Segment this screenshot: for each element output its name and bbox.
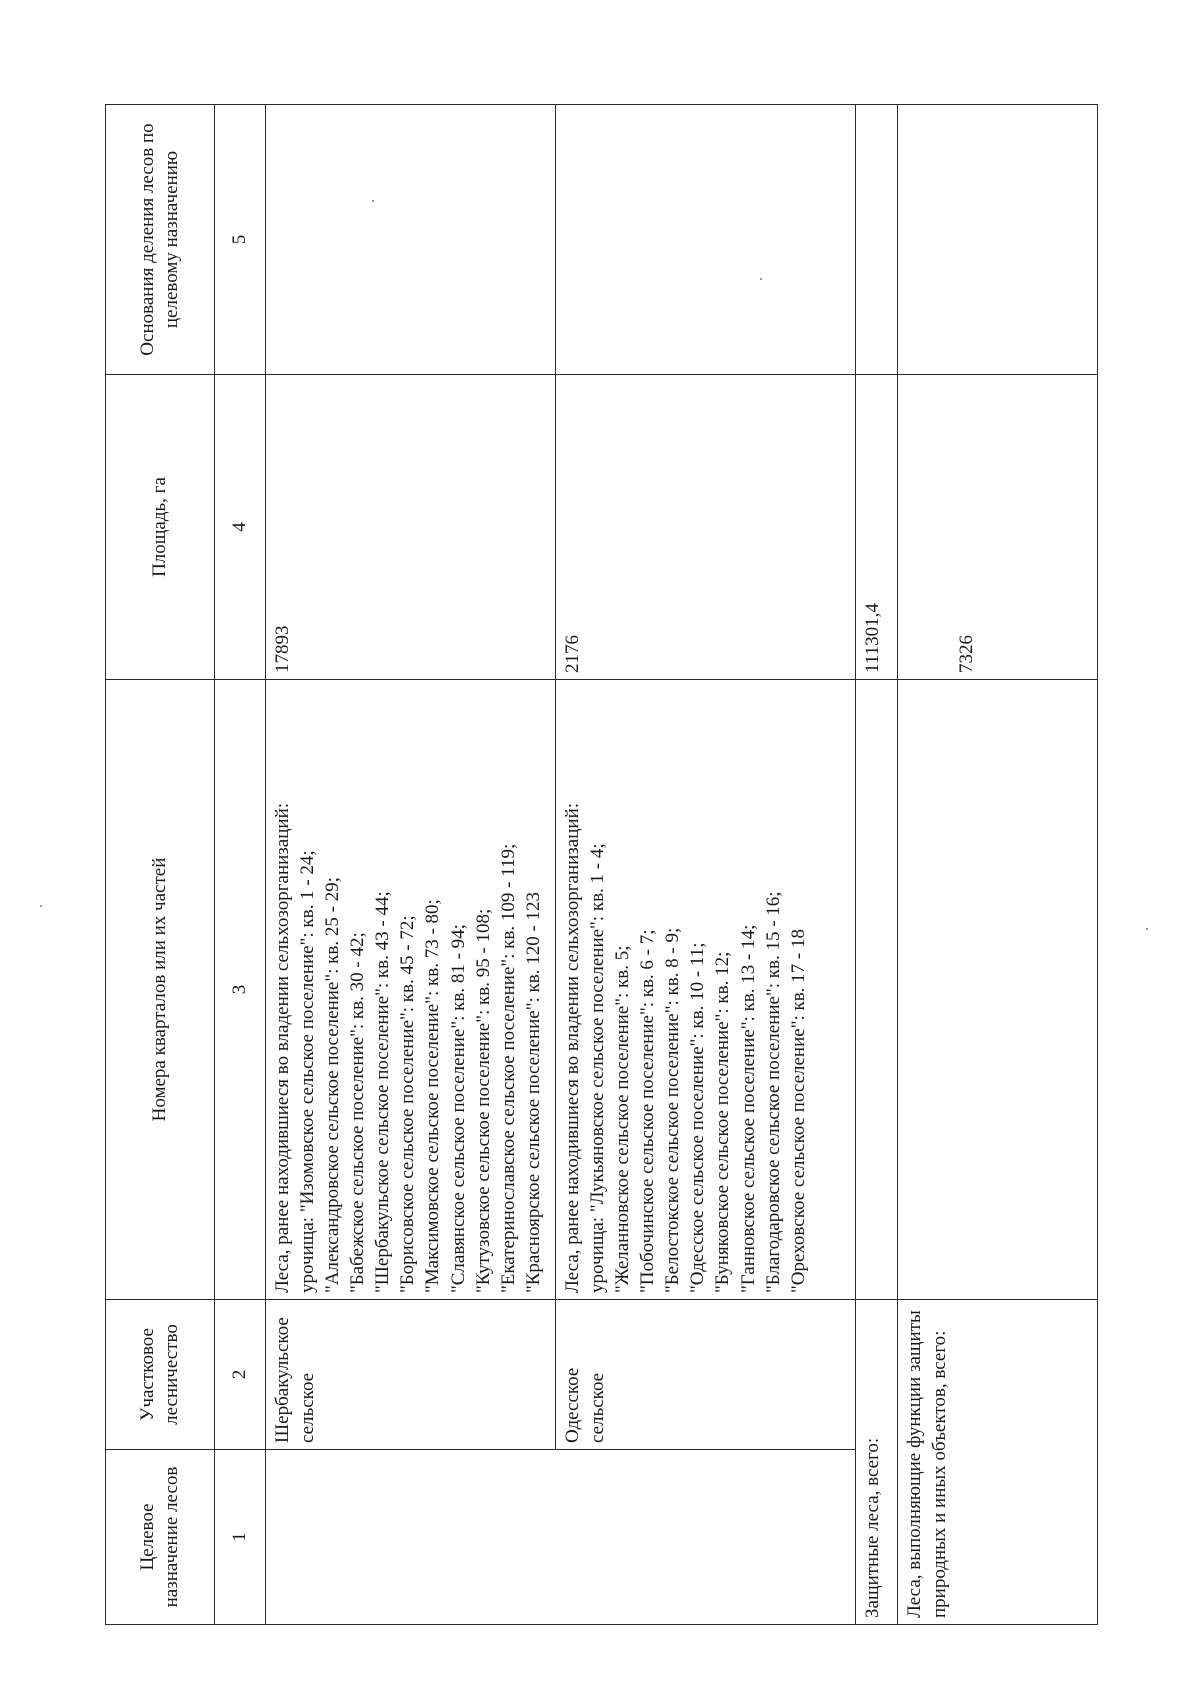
cell-total-area: 111301,4 [856,375,898,680]
cell-protection-area: 7326 [898,375,1098,680]
cell-area: 2176 [556,375,856,680]
quarters-line: "Славянское сельское поселение": кв. 81 - 94; [447,924,469,1293]
quarters-line: "Побочинское сельское поселение": кв. 6 - 7; [637,929,659,1293]
column-number-2: 2 [215,1300,266,1450]
header-basis: Основания деления лесов по целевому назначению [106,105,215,375]
column-number-4: 4 [215,375,266,680]
column-number-5: 5 [215,105,266,375]
cell-protection-label: Леса, выполняющие функции защиты природных и иных объектов, всего: [898,1300,1098,1625]
header-forestry: Участковое лесничество [106,1300,215,1450]
quarters-line: "Александровское сельское поселение": кв. 25 - 29; [322,877,344,1293]
quarters-line: "Кутузовское сельское поселение": кв. 95 - 108; [472,908,494,1293]
quarters-lines [270,686,546,1293]
column-number-3: 3 [215,680,266,1300]
quarters-line: "Екатеринославское сельское поселение": кв. 109 - 119; [497,843,519,1293]
cell-quarters [556,680,856,1300]
header-quarters: Номера кварталов или их частей [106,680,215,1300]
cell-forestry: Одесское сельское [556,1300,856,1450]
quarters-line: урочища: "Лукьяновское сельское поселение": кв. 1 - 4; [587,843,609,1293]
cell-basis [266,105,556,375]
cell-basis [556,105,856,375]
quarters-line: Леса, ранее находившиеся во владении сельхозорганизаций: [562,802,583,1293]
quarters-line: "Максимовское сельское поселение": кв. 73 - 80; [422,899,444,1293]
header-row [106,105,215,1625]
cell-purpose [556,1450,856,1625]
table-row-odessa [556,105,856,1625]
cell-total-label: Защитные леса, всего: [856,1300,898,1625]
quarters-line: "Благодаровское сельское поселение": кв. 15 - 16; [762,891,784,1293]
scan-speck [1146,928,1148,930]
table-row-total-protective [856,105,898,1625]
scan-speck [372,200,374,202]
column-number-row [215,105,266,1625]
quarters-line: "Красноярское сельское поселение": кв. 120 - 123 [522,891,544,1293]
quarters-lines [560,686,811,1293]
cell-forestry: Шербакульское сельское [266,1300,556,1450]
scan-speck [40,905,42,907]
column-number-1: 1 [215,1450,266,1625]
table-row-sherbakul [266,105,556,1625]
cell-quarters [266,680,556,1300]
forest-purpose-table [105,104,1098,1625]
quarters-line: урочища: "Изомовское сельское поселение": кв. 1 - 24; [297,850,319,1293]
scan-speck [760,278,762,280]
quarters-line: "Одесское сельское поселение": кв. 10 - 11; [687,942,709,1293]
quarters-line: "Буняковское сельское поселение": кв. 12; [712,951,734,1293]
quarters-line: "Шербакульское сельское поселение": кв. 43 - 44; [372,891,394,1293]
quarters-line: Леса, ранее находившиеся во владении сельхозорганизаций: [272,802,293,1293]
cell-total-basis [856,105,898,375]
quarters-line: "Бабежское сельское поселение": кв. 30 - 42; [347,932,369,1293]
cell-protection-quarters [898,680,1098,1300]
quarters-line: "Желанновское сельское поселение": кв. 5; [612,945,634,1293]
cell-protection-basis [898,105,1098,375]
quarters-line: "Борисовское сельское поселение": кв. 45 - 72; [397,915,419,1293]
table-row-protection-functions [898,105,1098,1625]
cell-area: 17893 [266,375,556,680]
header-area: Площадь, га [106,375,215,680]
rotated-table-container [105,105,1090,1625]
cell-total-quarters [856,680,898,1300]
cell-purpose [266,1450,556,1625]
quarters-line: "Ореховское сельское поселение": кв. 17 - 18 [787,928,809,1293]
quarters-line: "Ганновское сельское поселение": кв. 13 - 14; [737,924,759,1293]
header-purpose: Целевое назначение лесов [106,1450,215,1625]
quarters-line: "Белостокское сельское поселение": кв. 8 - 9; [662,927,684,1293]
